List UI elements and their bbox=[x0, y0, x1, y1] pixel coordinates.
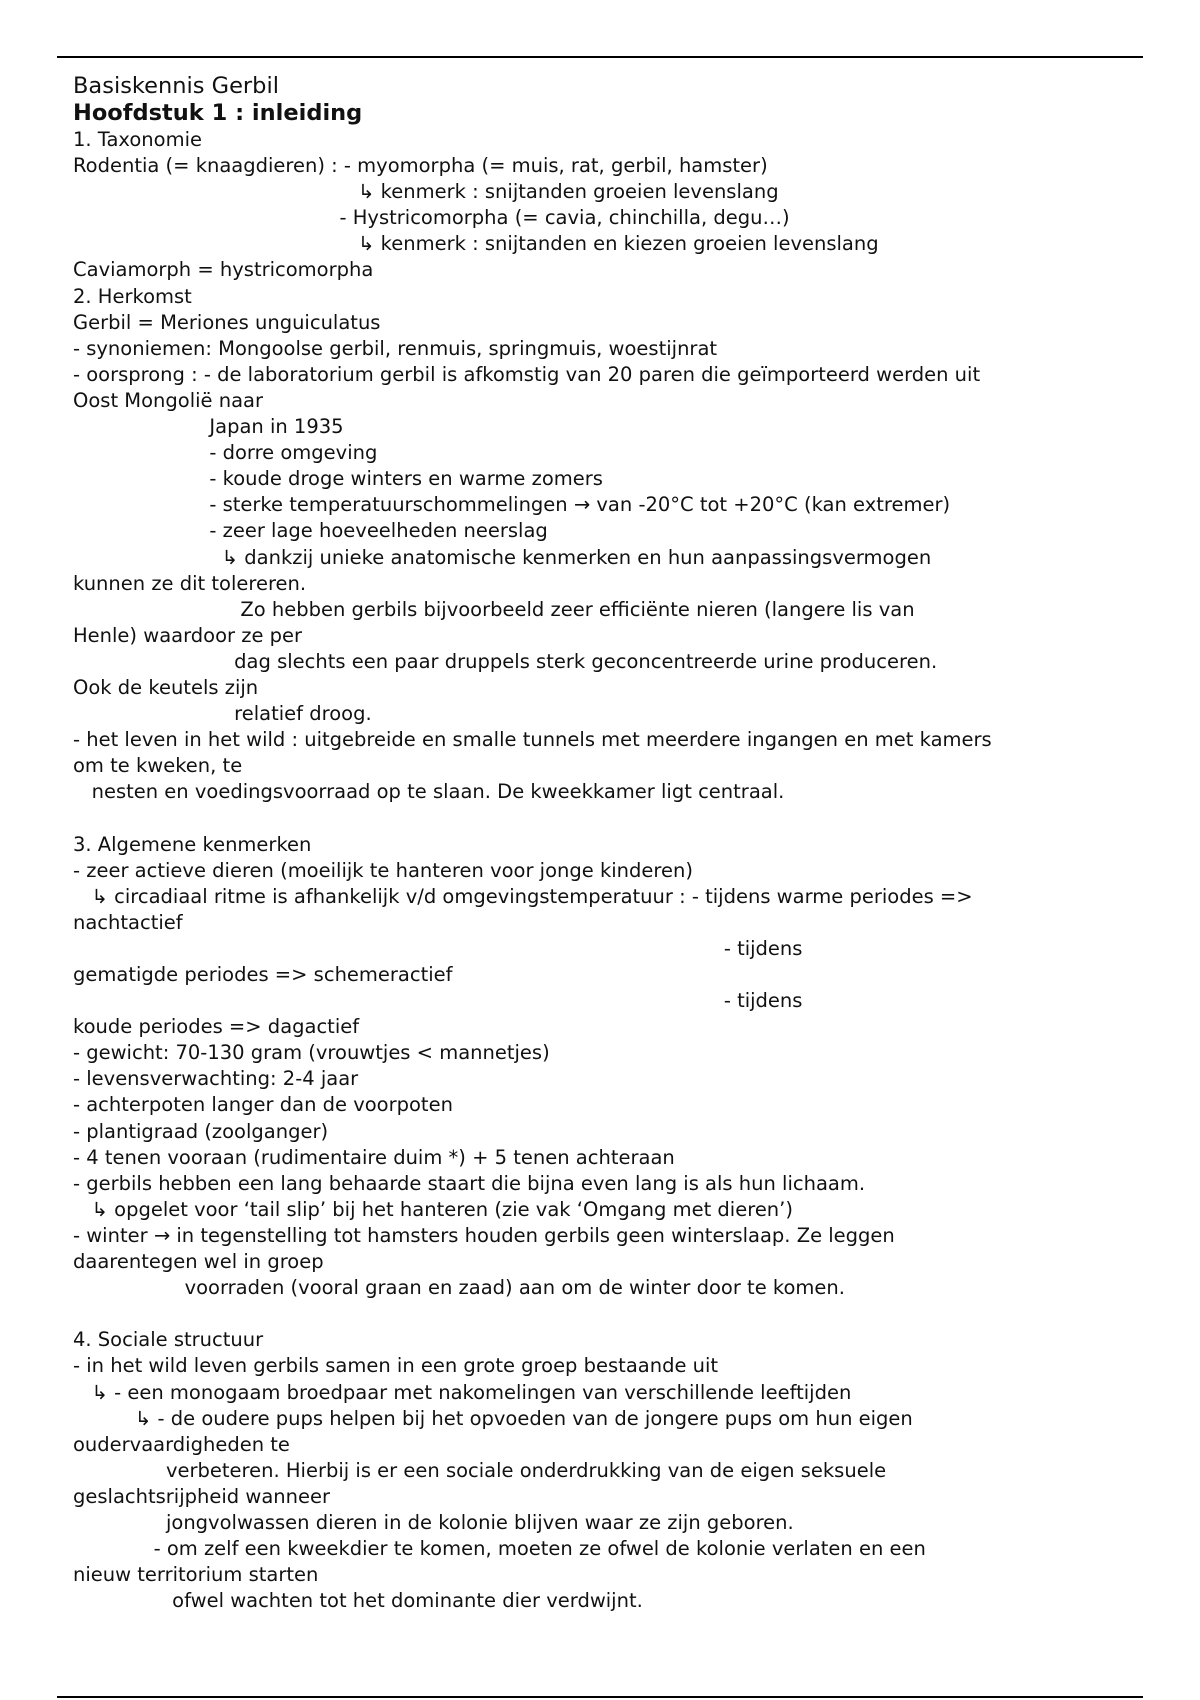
text-line: nachtactief bbox=[73, 910, 183, 934]
text-line: Ook de keutels zijn bbox=[73, 675, 259, 699]
text-line: 4. Sociale structuur bbox=[73, 1328, 264, 1352]
text-line: kunnen ze dit tolereren. bbox=[73, 571, 307, 595]
text-line: ↳ kenmerk : snijtanden groeien levenslang bbox=[73, 180, 779, 204]
text-line: nesten en voedingsvoorraad op te slaan. De kweekkamer ligt centraal. bbox=[73, 780, 785, 804]
text-line: - koude droge winters en warme zomers bbox=[73, 467, 603, 491]
text-line: Japan in 1935 bbox=[73, 415, 344, 439]
text-line: - sterke temperatuurschommelingen → van -20°C tot +20°C (kan extremer) bbox=[73, 493, 951, 517]
text-line: - dorre omgeving bbox=[73, 441, 378, 465]
text-line: - achterpoten langer dan de voorpoten bbox=[73, 1093, 453, 1117]
text-line: Henle) waardoor ze per bbox=[73, 623, 303, 647]
text-line: Zo hebben gerbils bijvoorbeeld zeer efficiënte nieren (langere lis van bbox=[73, 597, 915, 621]
text-line: gematigde periodes => schemeractief bbox=[73, 963, 453, 986]
text-line: - tijdens bbox=[73, 989, 803, 1013]
text-line: voorraden (vooral graan en zaad) aan om de winter door te komen. bbox=[73, 1276, 845, 1300]
text-line: - tijdens bbox=[73, 936, 803, 960]
text-line: - oorsprong : - de laboratorium gerbil is afkomstig van 20 paren die geïmporteerd werden uit bbox=[73, 362, 981, 386]
text-line: 2. Herkomst bbox=[73, 284, 192, 308]
text-line: ↳ circadiaal ritme is afhankelijk v/d omgevingstemperatuur : - tijdens warme periodes => bbox=[73, 884, 973, 908]
text-line: ofwel wachten tot het dominante dier verdwijnt. bbox=[73, 1589, 643, 1613]
text-line: - het leven in het wild : uitgebreide en smalle tunnels met meerdere ingangen en met kamers bbox=[73, 728, 992, 752]
document-text bbox=[73, 127, 1143, 1614]
text-line: - gewicht: 70-130 gram (vrouwtjes < mannetjes) bbox=[73, 1041, 550, 1065]
text-line: nieuw territorium starten bbox=[73, 1563, 319, 1587]
text-line: - om zelf een kweekdier te komen, moeten ze ofwel de kolonie verlaten en een bbox=[73, 1537, 926, 1561]
text-line: ↳ - de oudere pups helpen bij het opvoeden van de jongere pups om hun eigen bbox=[73, 1406, 913, 1430]
text-line: dag slechts een paar druppels sterk geconcentreerde urine produceren. bbox=[73, 649, 938, 673]
text-line: jongvolwassen dieren in de kolonie blijven waar ze zijn geboren. bbox=[73, 1510, 794, 1534]
document-body bbox=[73, 73, 1143, 1614]
text-line: - Hystricomorpha (= cavia, chinchilla, degu…) bbox=[73, 206, 790, 230]
text-line: verbeteren. Hierbij is er een sociale onderdrukking van de eigen seksuele bbox=[73, 1458, 887, 1482]
text-line: - levensverwachting: 2-4 jaar bbox=[73, 1067, 359, 1091]
text-line: koude periodes => dagactief bbox=[73, 1015, 360, 1039]
text-line: oudervaardigheden te bbox=[73, 1432, 290, 1456]
text-line: ↳ kenmerk : snijtanden en kiezen groeien levenslang bbox=[73, 232, 879, 256]
text-line: - plantigraad (zoolganger) bbox=[73, 1119, 329, 1143]
document-title: Basiskennis Gerbil bbox=[73, 73, 279, 99]
text-line: geslachtsrijpheid wanneer bbox=[73, 1484, 330, 1508]
blank-line bbox=[73, 1301, 1143, 1327]
text-line: - gerbils hebben een lang behaarde staart die bijna even lang is als hun lichaam. bbox=[73, 1171, 866, 1195]
blank-line bbox=[73, 805, 1143, 831]
text-line: - synoniemen: Mongoolse gerbil, renmuis, springmuis, woestijnrat bbox=[73, 336, 718, 360]
text-line: ↳ dankzij unieke anatomische kenmerken en hun aanpassingsvermogen bbox=[73, 545, 932, 569]
text-line: 1. Taxonomie bbox=[73, 128, 203, 151]
text-line: 3. Algemene kenmerken bbox=[73, 832, 312, 856]
text-line: - in het wild leven gerbils samen in een grote groep bestaande uit bbox=[73, 1354, 719, 1378]
text-line: - zeer actieve dieren (moeilijk te hanteren voor jonge kinderen) bbox=[73, 858, 693, 882]
text-line: Caviamorph = hystricomorpha bbox=[73, 258, 374, 282]
text-line: ↳ opgelet voor ‘tail slip’ bij het hanteren (zie vak ‘Omgang met dieren’) bbox=[73, 1197, 793, 1221]
chapter-heading: Hoofdstuk 1 : inleiding bbox=[73, 100, 363, 126]
bottom-rule bbox=[57, 1696, 1143, 1698]
text-line: ↳ - een monogaam broedpaar met nakomelingen van verschillende leeftijden bbox=[73, 1380, 852, 1404]
text-line: - winter → in tegenstelling tot hamsters houden gerbils geen winterslaap. Ze leggen bbox=[73, 1223, 895, 1247]
top-rule bbox=[57, 56, 1143, 58]
text-line: - 4 tenen vooraan (rudimentaire duim *) + 5 tenen achteraan bbox=[73, 1145, 675, 1169]
text-line: daarentegen wel in groep bbox=[73, 1250, 324, 1274]
text-line: om te kweken, te bbox=[73, 754, 243, 778]
text-line: Oost Mongolië naar bbox=[73, 388, 264, 412]
text-line: Rodentia (= knaagdieren) : - myomorpha (= muis, rat, gerbil, hamster) bbox=[73, 154, 768, 178]
text-line: relatief droog. bbox=[73, 702, 372, 726]
text-line: - zeer lage hoeveelheden neerslag bbox=[73, 519, 548, 543]
text-line: Gerbil = Meriones unguiculatus bbox=[73, 310, 381, 334]
